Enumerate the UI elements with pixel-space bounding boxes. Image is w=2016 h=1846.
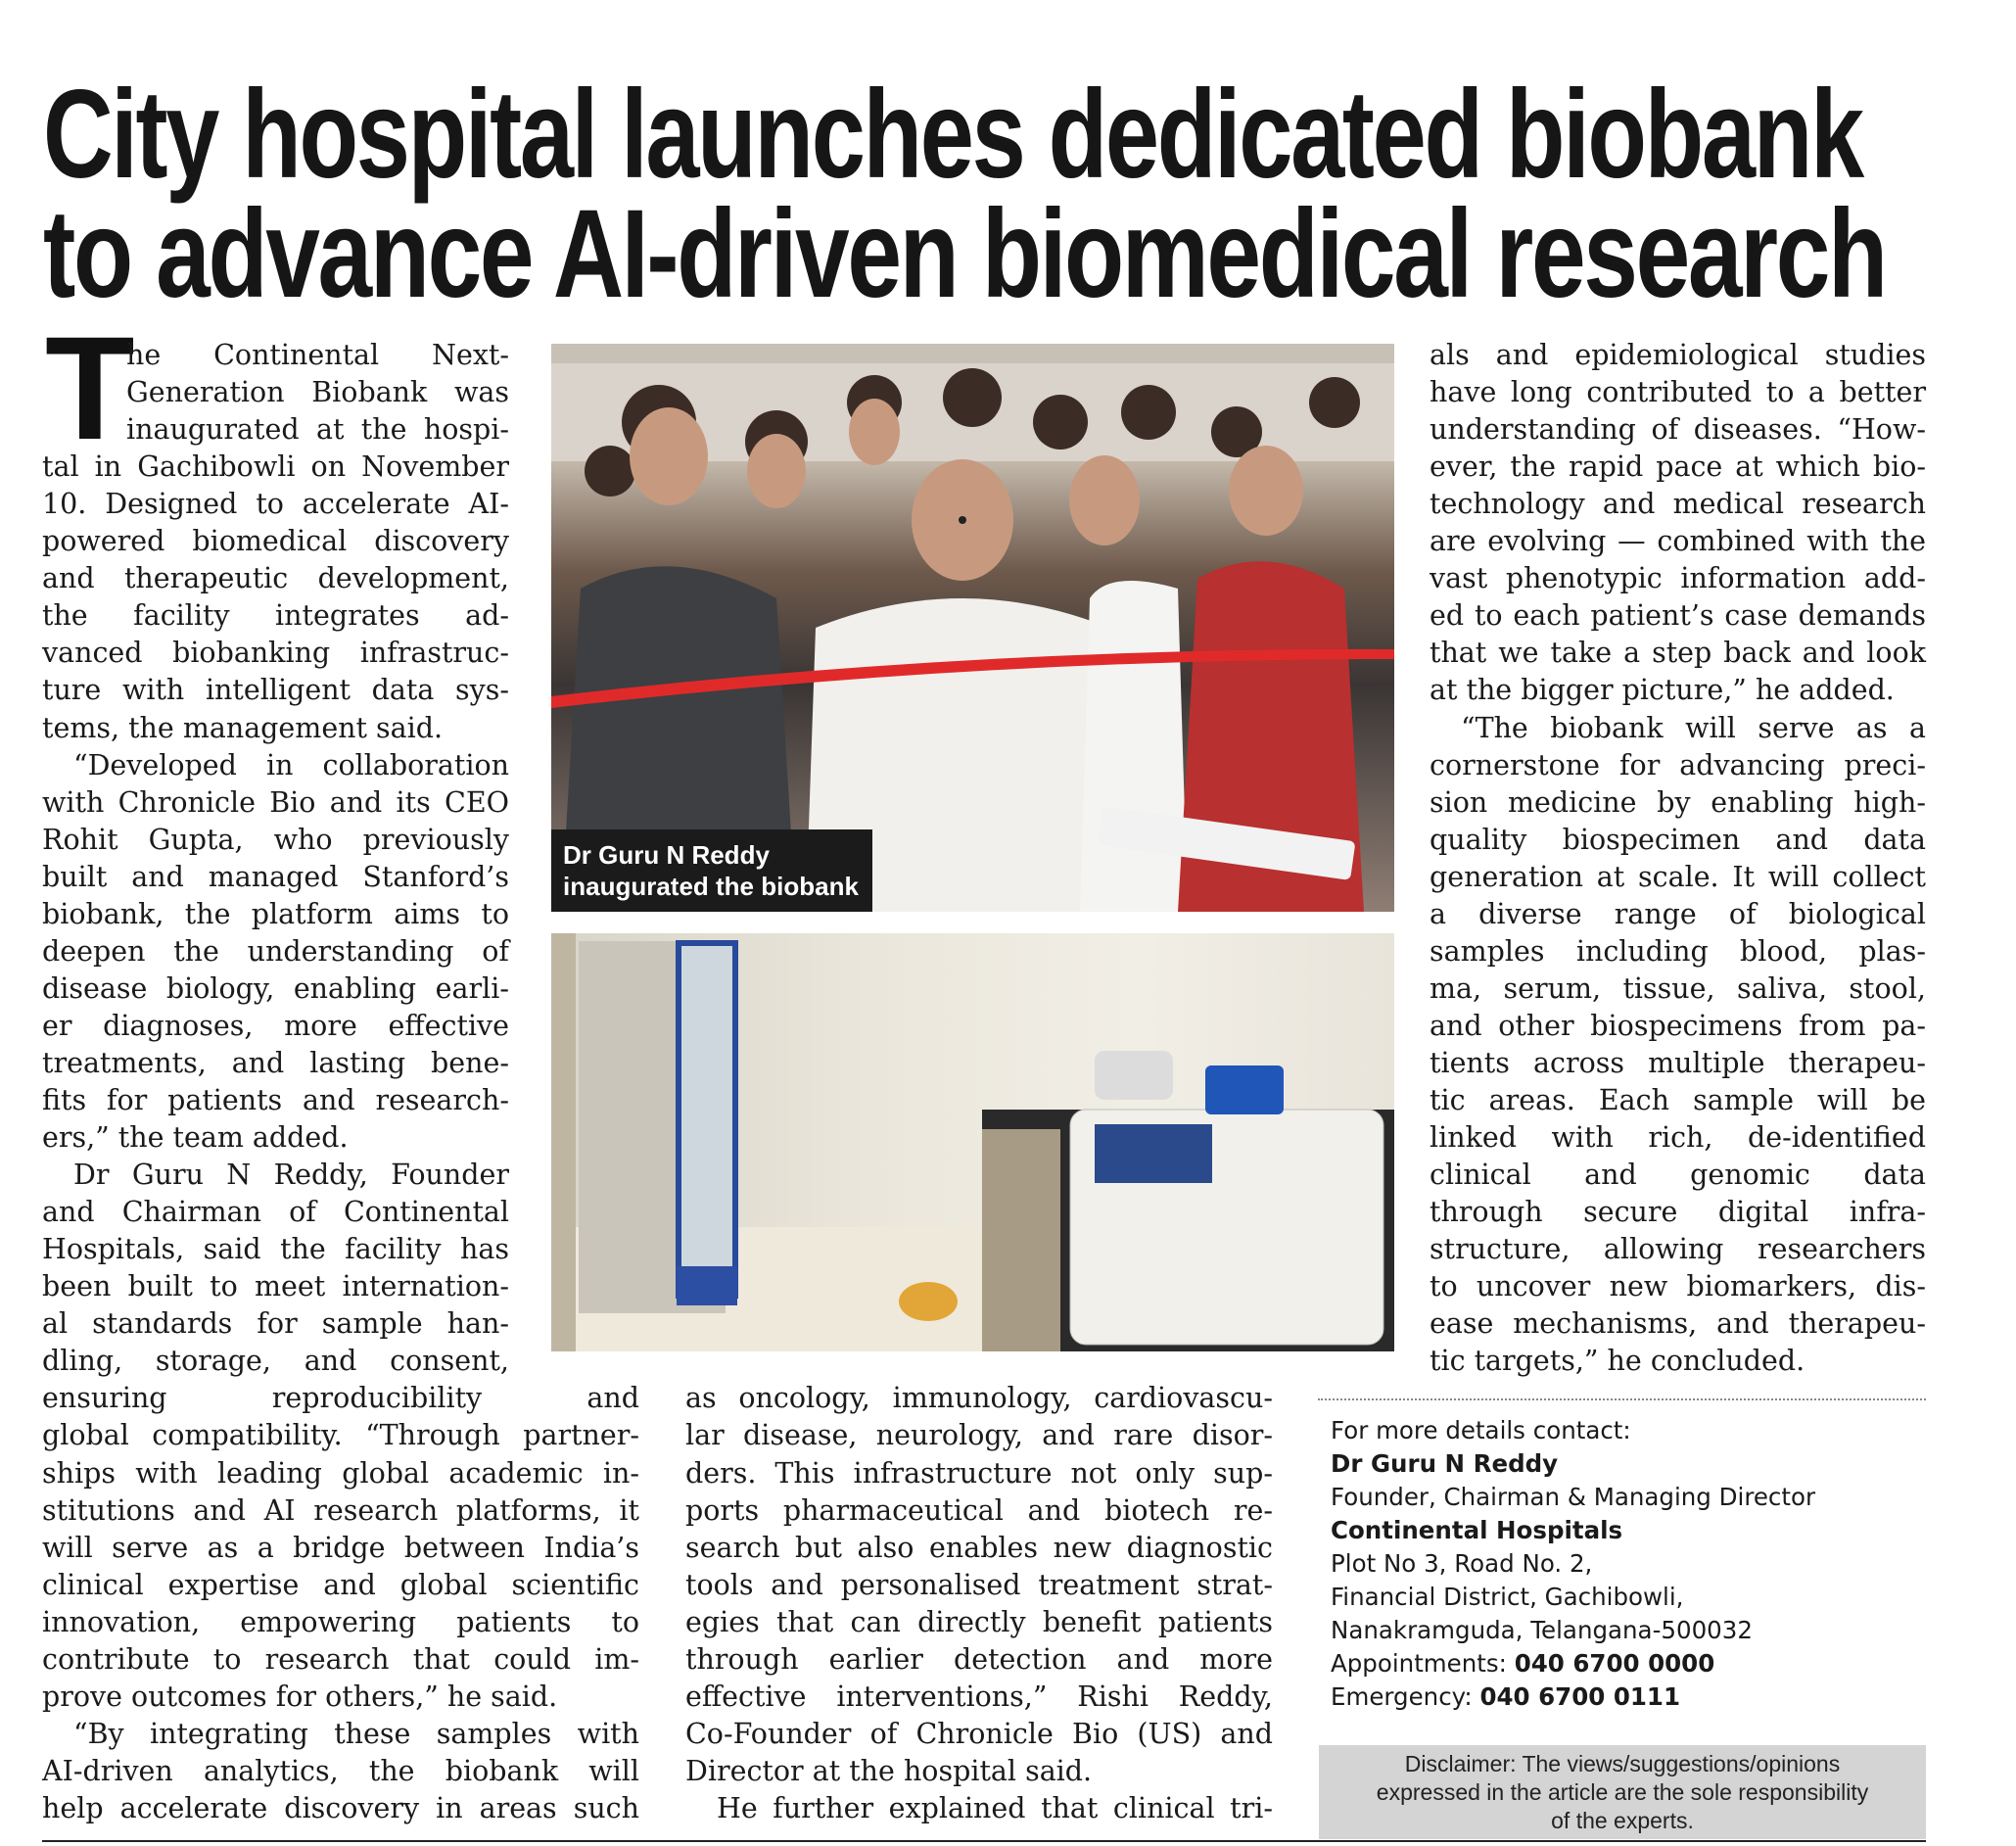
article-line: tools and personalised treatment strat- (685, 1568, 1273, 1601)
article-line: through earlier detection and more (685, 1642, 1273, 1676)
article-line: structure, allowing researchers (1430, 1233, 1926, 1266)
article-line: and therapeutic development, (42, 562, 509, 595)
article-line: built and managed Stanford’s (42, 860, 509, 893)
article-line: ports pharmaceutical and biotech re- (685, 1493, 1273, 1527)
article-line: “By integrating these samples with (73, 1717, 639, 1750)
article-line: have long contributed to a better (1430, 376, 1926, 409)
article-line: will serve as a bridge between India’s (42, 1531, 639, 1564)
article-line: tal in Gachibowli on November (42, 450, 509, 484)
article-line: er diagnoses, more effective (42, 1009, 509, 1042)
lab-photo-illustration (551, 933, 1394, 1351)
article-line: inaugurated at the hospi- (126, 413, 509, 447)
article-line: are evolving — combined with the (1430, 525, 1926, 558)
contact-name: Dr Guru N Reddy (1331, 1449, 1559, 1478)
article-line: cornerstone for advancing preci- (1430, 748, 1926, 781)
photo-caption-line-1: Dr Guru N Reddy (563, 840, 770, 870)
emergency-label: Emergency: (1331, 1682, 1473, 1711)
article-line: 10. Designed to accelerate AI- (42, 488, 509, 521)
article-line: tic targets,” he concluded. (1430, 1345, 1805, 1378)
headline-line-2: to advance AI-driven biomedical research (43, 184, 1886, 324)
disclaimer-box (1319, 1745, 1926, 1839)
article-line: ders. This infrastructure not only sup- (685, 1456, 1273, 1490)
article-line: sion medicine by enabling high- (1430, 785, 1926, 819)
contact-block (1331, 1414, 1815, 1714)
article-line: with Chronicle Bio and its CEO (42, 785, 509, 819)
article-line: He further explained that clinical tri- (717, 1791, 1273, 1824)
article-line: ships with leading global academic in- (42, 1456, 639, 1490)
article-line: stitutions and AI research platforms, it (42, 1493, 639, 1527)
disclaimer-line-3: of the experts. (1551, 1808, 1694, 1833)
article-line: disease biology, enabling earli- (42, 971, 509, 1005)
article-line: “Developed in collaboration (73, 748, 509, 781)
article-line: Generation Biobank was (126, 376, 509, 409)
article-line: ers,” the team added. (42, 1121, 349, 1155)
photo-caption (551, 829, 872, 912)
article-line: ma, serum, tissue, saliva, stool, (1430, 971, 1926, 1005)
inauguration-photo-illustration (551, 344, 1394, 912)
inauguration-photo (551, 344, 1394, 912)
article-line: Director at the hospital said. (685, 1754, 1093, 1787)
article-line: als and epidemiological studies (1430, 339, 1926, 371)
article-line: global compatibility. “Through partner- (42, 1419, 639, 1452)
article-line: a diverse range of biological (1430, 897, 1926, 930)
article-line: generation at scale. It will collect (1430, 860, 1926, 893)
contact-title: Founder, Chairman & Managing Director (1331, 1483, 1816, 1511)
article-line: samples including blood, plas- (1430, 934, 1926, 968)
article-line: vanced biobanking infrastruc- (42, 637, 509, 670)
photo-caption-line-2: inaugurated the biobank (563, 872, 859, 901)
article-line: lar disease, neurology, and rare disor- (685, 1419, 1273, 1452)
article-line: Dr Guru N Reddy, Founder (73, 1159, 509, 1192)
appointments-label: Appointments: (1331, 1649, 1507, 1678)
article-line: treatments, and lasting bene- (42, 1046, 509, 1079)
article-line: Co-Founder of Chronicle Bio (US) and (685, 1717, 1273, 1750)
article-line: and Chairman of Continental (42, 1196, 509, 1229)
article-line: help accelerate discovery in areas such (42, 1791, 639, 1824)
article-line: tems, the management said. (42, 711, 444, 744)
contact-address-1: Plot No 3, Road No. 2, (1331, 1549, 1593, 1578)
article-line: fits for patients and research- (42, 1084, 509, 1116)
disclaimer-line-2: expressed in the article are the sole responsibility (1376, 1779, 1869, 1805)
article-line: “The biobank will serve as a (1461, 711, 1926, 744)
article-line: vast phenotypic information add- (1430, 562, 1926, 595)
article-line: understanding of diseases. “How- (1430, 413, 1926, 447)
article-line: search but also enables new diagnostic (685, 1531, 1273, 1564)
biobank-lab-photo (551, 933, 1394, 1351)
article-line: deepen the understanding of (42, 934, 509, 968)
article-line: through secure digital infra- (1430, 1196, 1926, 1229)
appointments-number: 040 6700 0000 (1514, 1649, 1715, 1678)
article-line: tients across multiple therapeu- (1430, 1046, 1926, 1079)
article-line: as oncology, immunology, cardiovascu- (685, 1382, 1273, 1415)
article-line: at the bigger picture,” he added. (1430, 674, 1895, 707)
article-line: ease mechanisms, and therapeu- (1430, 1307, 1926, 1341)
disclaimer-line-1: Disclaimer: The views/suggestions/opinions (1404, 1751, 1841, 1776)
article-line: biobank, the platform aims to (42, 897, 509, 930)
article-line: ensuring reproducibility and (42, 1382, 639, 1415)
contact-org: Continental Hospitals (1331, 1516, 1623, 1544)
article-line: egies that can directly benefit patients (685, 1605, 1273, 1638)
contact-heading: For more details contact: (1331, 1416, 1631, 1444)
article-line: and other biospecimens from pa- (1430, 1009, 1926, 1042)
article-line: quality biospecimen and data (1430, 823, 1926, 856)
contact-address-3: Nanakramguda, Telangana-500032 (1331, 1616, 1753, 1644)
article-line: the facility integrates ad- (42, 599, 509, 633)
article-line: powered biomedical discovery (42, 525, 509, 558)
contact-address-2: Financial District, Gachibowli, (1331, 1583, 1684, 1611)
headline-line-1: City hospital launches dedicated biobank (43, 65, 1862, 205)
article-line: clinical expertise and global scientific (42, 1568, 639, 1601)
article-line: that we take a step back and look (1430, 637, 1926, 670)
article-line: linked with rich, de-identified (1430, 1121, 1926, 1155)
contact-divider (1318, 1398, 1926, 1400)
article-line: Rohit Gupta, who previously (42, 823, 509, 856)
article-line: ed to each patient’s case demands (1430, 599, 1926, 633)
article-line: tic areas. Each sample will be (1430, 1084, 1926, 1116)
article-line: al standards for sample han- (42, 1307, 509, 1341)
article-line: been built to meet internation- (42, 1270, 509, 1303)
article-line: dling, storage, and consent, (42, 1345, 509, 1378)
article-line: contribute to research that could im- (42, 1642, 639, 1676)
article-line: ever, the rapid pace at which bio- (1430, 450, 1926, 484)
emergency-number: 040 6700 0111 (1479, 1682, 1681, 1711)
article-line: clinical and genomic data (1430, 1159, 1926, 1192)
article-line: effective interventions,” Rishi Reddy, (685, 1680, 1273, 1713)
article-line: ture with intelligent data sys- (42, 674, 509, 707)
article-line: AI-driven analytics, the biobank will (42, 1754, 639, 1787)
article-line: prove outcomes for others,” he said. (42, 1680, 558, 1713)
article-line: Hospitals, said the facility has (42, 1233, 509, 1266)
article-line: technology and medical research (1430, 488, 1926, 521)
article-line: innovation, empowering patients to (42, 1605, 639, 1638)
article-line: he Continental Next- (126, 339, 509, 371)
drop-cap: T (45, 306, 135, 470)
bottom-rule (42, 1840, 1926, 1842)
article-line: to uncover new biomarkers, dis- (1430, 1270, 1926, 1303)
